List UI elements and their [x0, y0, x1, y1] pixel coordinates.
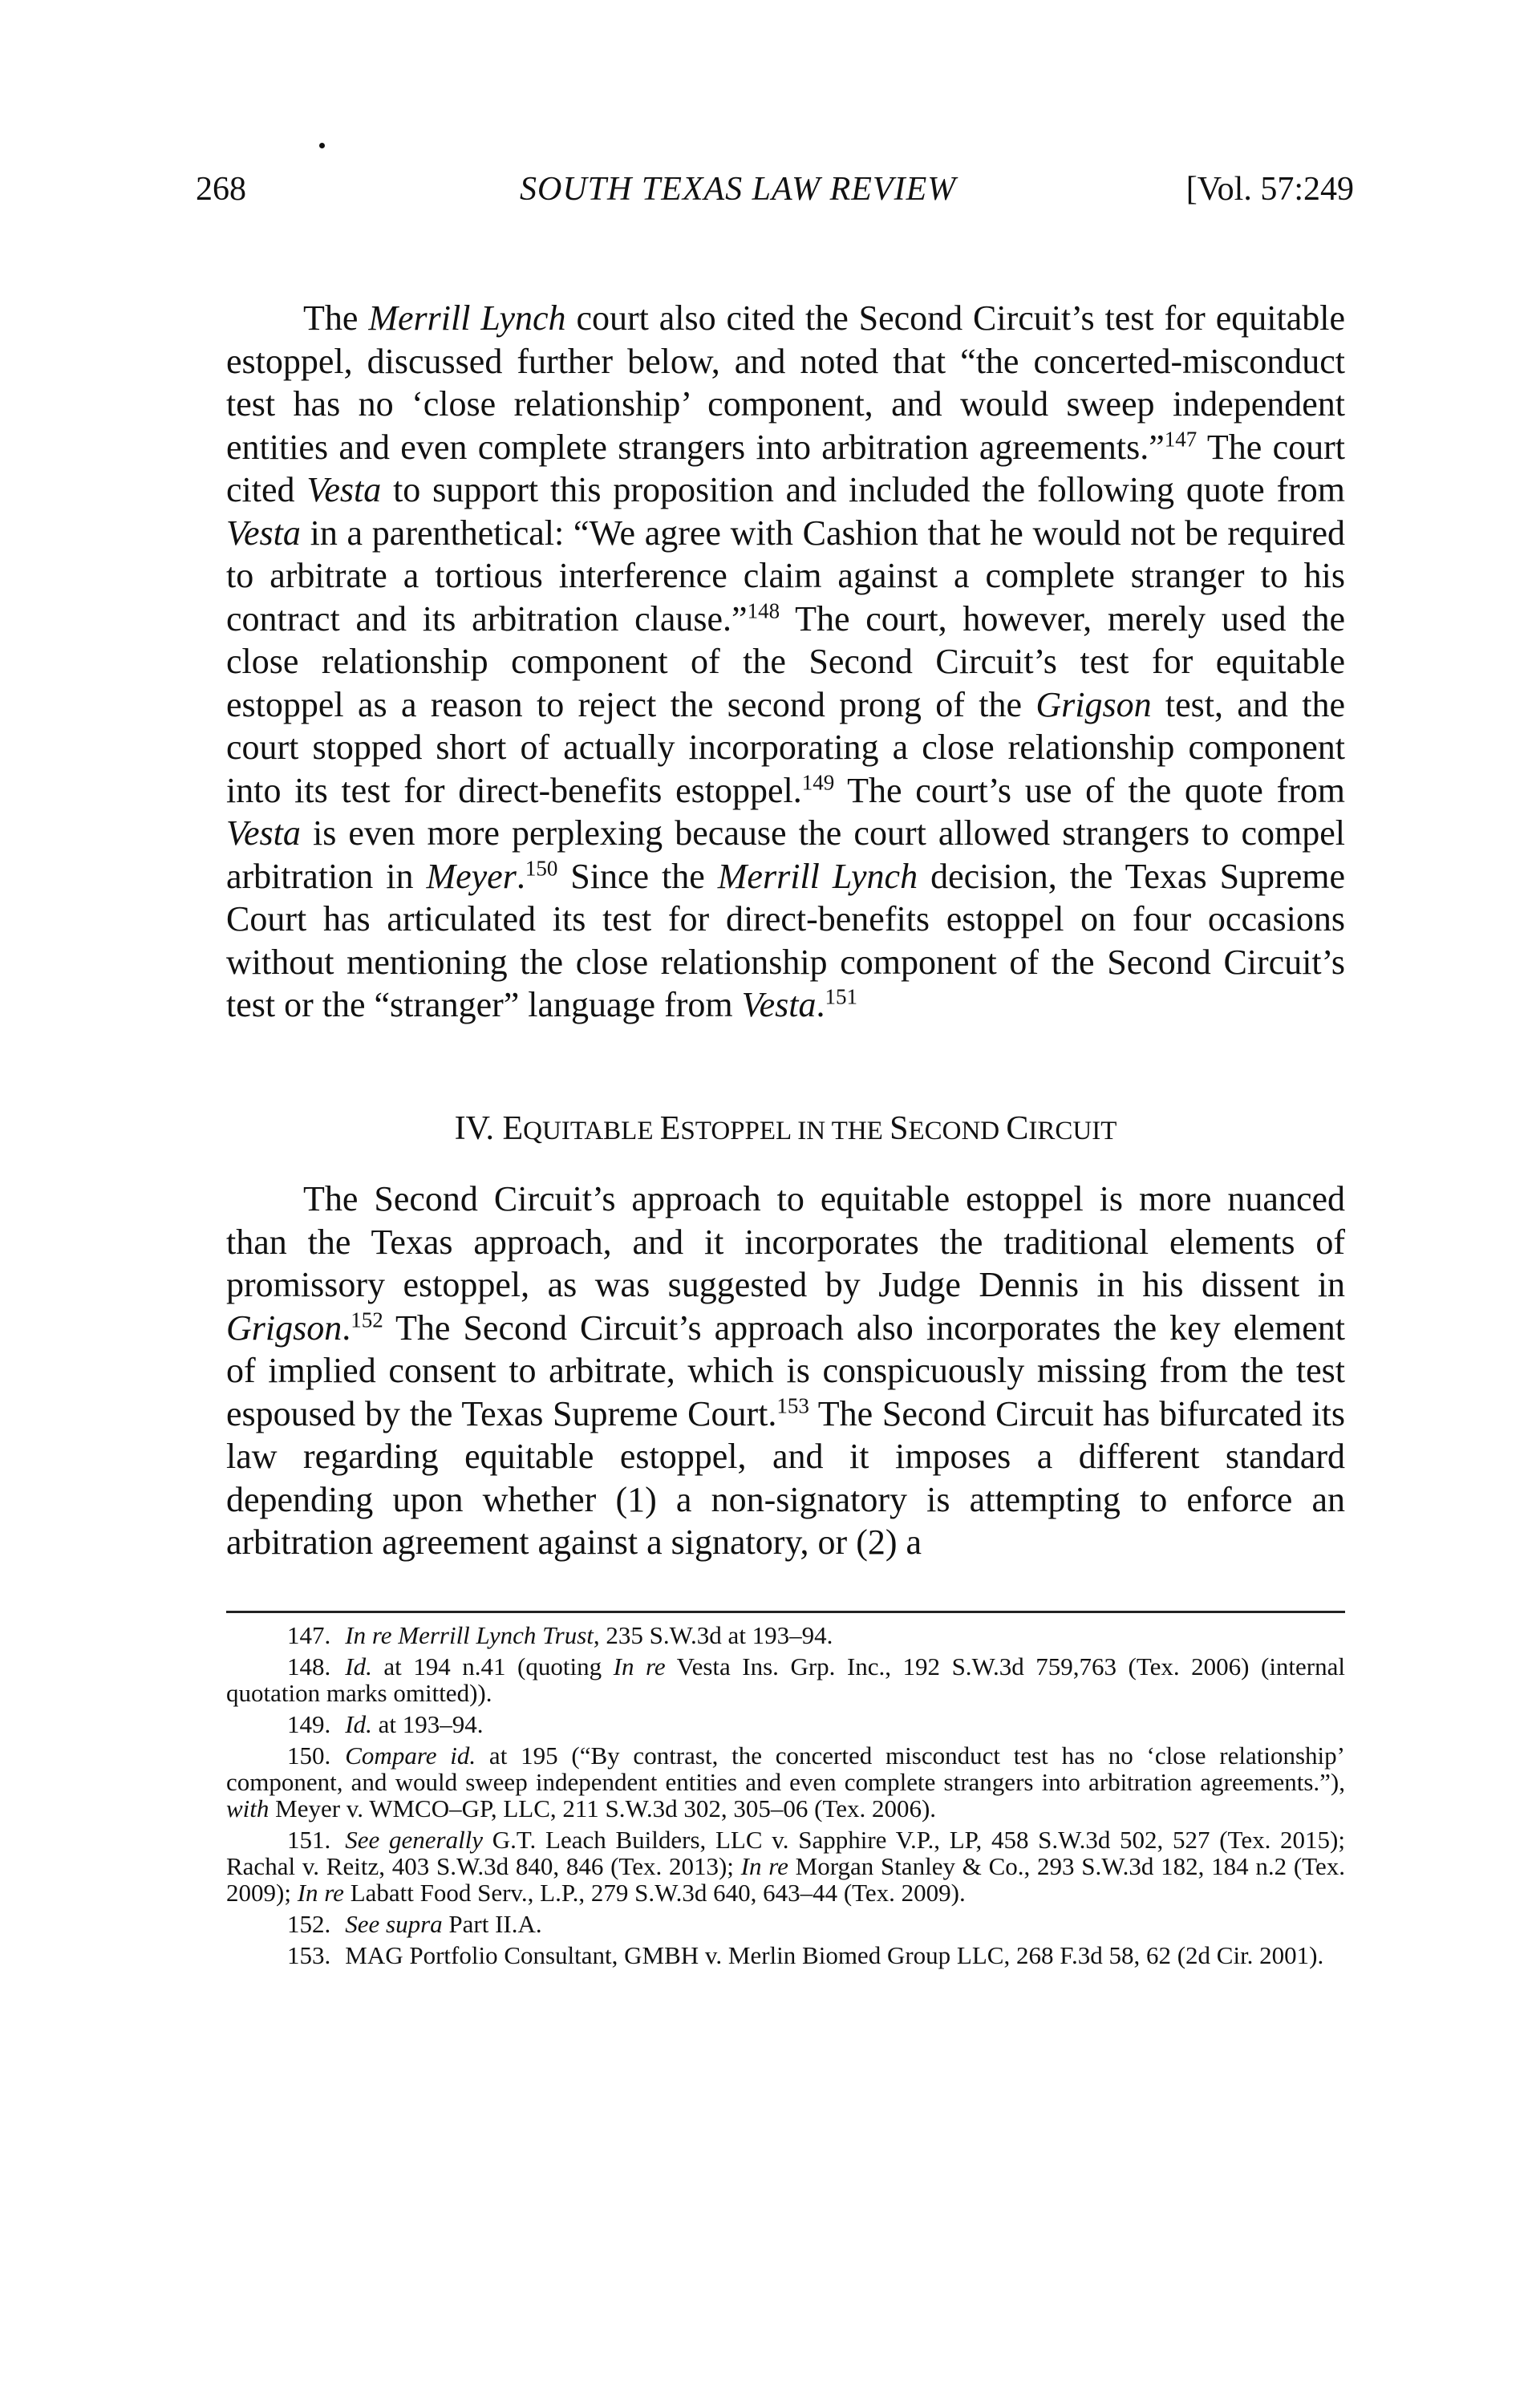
footnote-ref-148: 148	[747, 598, 780, 622]
footnote-ref-150: 150	[525, 855, 558, 880]
case-name: Meyer	[426, 856, 517, 896]
body-paragraph-1: The Merrill Lynch court also cited the Second Circuit’s test for equitable estoppel, discussed further below, and noted that “the concerted-misconduct test has no ‘close relationship’ component, and would sweep independent entities and even complete strangers into arbitration agreements.”$^{147}$ The court cited Vesta to support this proposition and included the following quote from Vesta in a parenthetical: “We agree with Cashion that he would not be required to arbitrate a tortious interference claim against a complete stranger to his contract and its arbitration clause.”$^{148}$ The court, however, merely used the close relationship component of the Second Circuit’s test for equitable estoppel as a reason to reject the second prong of the Grigson test, and the court stopped short of actually incorporating a close relationship component into its test for direct-benefits estoppel.$^{149}$ The court’s use of the quote from Vesta is even more perplexing because the court allowed strangers to compel arbitration in Meyer.$^{150}$ Since the Merrill Lynch decision, the Texas Supreme Court has articulated its test for direct-benefits estoppel on four occasions without mentioning the close relationship component of the Second Circuit’s test or the “stranger” language from Vesta.$^{151}$	[226, 298, 1345, 1024]
footnote-ref-151: 151	[825, 984, 858, 1009]
footnote-divider	[226, 1611, 1345, 1613]
footnote-ref-147: 147	[1164, 426, 1198, 451]
case-name: Vesta	[741, 985, 817, 1024]
footnote-151: 151. See generally G.T. Leach Builders, LLC v. Sapphire V.P., LP, 458 S.W.3d 502, 527 (Tex. 2015); Rachal v. Reitz, 403 S.W.3d 840, 846 (Tex. 2013); In re Morgan Stanley & Co., 293 S.W.3d 182, 184 n.2 (Tex. 2009); In re Labatt Food Serv., L.P., 279 S.W.3d 640, 643–44 (Tex. 2009).	[226, 1826, 1346, 1907]
page-number: 268	[196, 171, 246, 208]
running-header	[196, 170, 1354, 218]
footnote-153: 153. MAG Portfolio Consultant, GMBH v. Merlin Biomed Group LLC, 268 F.3d 58, 62 (2d Cir. 2001).	[287, 1941, 1324, 1969]
footnote-150: 150. Compare id. at 195 (“By contrast, the concerted misconduct test has no ‘close relationship’ component, and would sweep independent entities and even complete strangers into arbitration agreements.”), with Meyer v. WMCO–GP, LLC, 211 S.W.3d 302, 305–06 (Tex. 2006).	[226, 1741, 1345, 1822]
stray-mark	[319, 143, 325, 148]
footnote-152: 152. See supra Part II.A.	[287, 1910, 542, 1938]
body-paragraph-2: The Second Circuit’s approach to equitable estoppel is more nuanced than the Texas approach, and it incorporates the traditional elements of promissory estoppel, as was suggested by Judge Dennis in his dissent in Grigson.$^{152}$ The Second Circuit’s approach also incorporates the key element of implied consent to arbitrate, which is conspicuously missing from the test espoused by the Texas Supreme Court.$^{153}$ The Second Circuit has bifurcated its law regarding equitable estoppel, and it imposes a different standard depending upon whether (1) a non-signatory is attempting to enforce an arbitration agreement against a signatory, or (2) a	[226, 1179, 1345, 1562]
case-name: Grigson	[226, 1307, 342, 1348]
case-name: Vesta	[226, 513, 301, 553]
case-name: Merrill Lynch	[368, 298, 566, 338]
footnote-ref-149: 149	[801, 769, 835, 794]
case-name: Grigson	[1035, 684, 1152, 724]
case-name: Vesta	[306, 470, 382, 509]
footnote-list	[226, 1622, 1345, 1973]
section-heading: IV. EQUITABLE ESTOPPEL IN THE SECOND CIRCUIT	[454, 1110, 1117, 1147]
footnote-149: 149. Id. at 193–94.	[287, 1710, 484, 1738]
volume-citation: [Vol. 57:249	[1185, 171, 1354, 208]
case-name: Vesta	[226, 813, 301, 853]
footnote-ref-152: 152	[351, 1307, 383, 1332]
footnote-ref-153: 153	[776, 1393, 809, 1417]
journal-title: SOUTH TEXAS LAW REVIEW	[520, 171, 957, 208]
footnote-147: 147. In re Merrill Lynch Trust, 235 S.W.3d at 193–94.	[287, 1621, 833, 1649]
case-name: Merrill Lynch	[717, 856, 918, 896]
footnote-148: 148. Id. at 194 n.41 (quoting In re Vesta Ins. Grp. Inc., 192 S.W.3d 759,763 (Tex. 2006) (internal quotation marks omitted)).	[226, 1652, 1346, 1707]
